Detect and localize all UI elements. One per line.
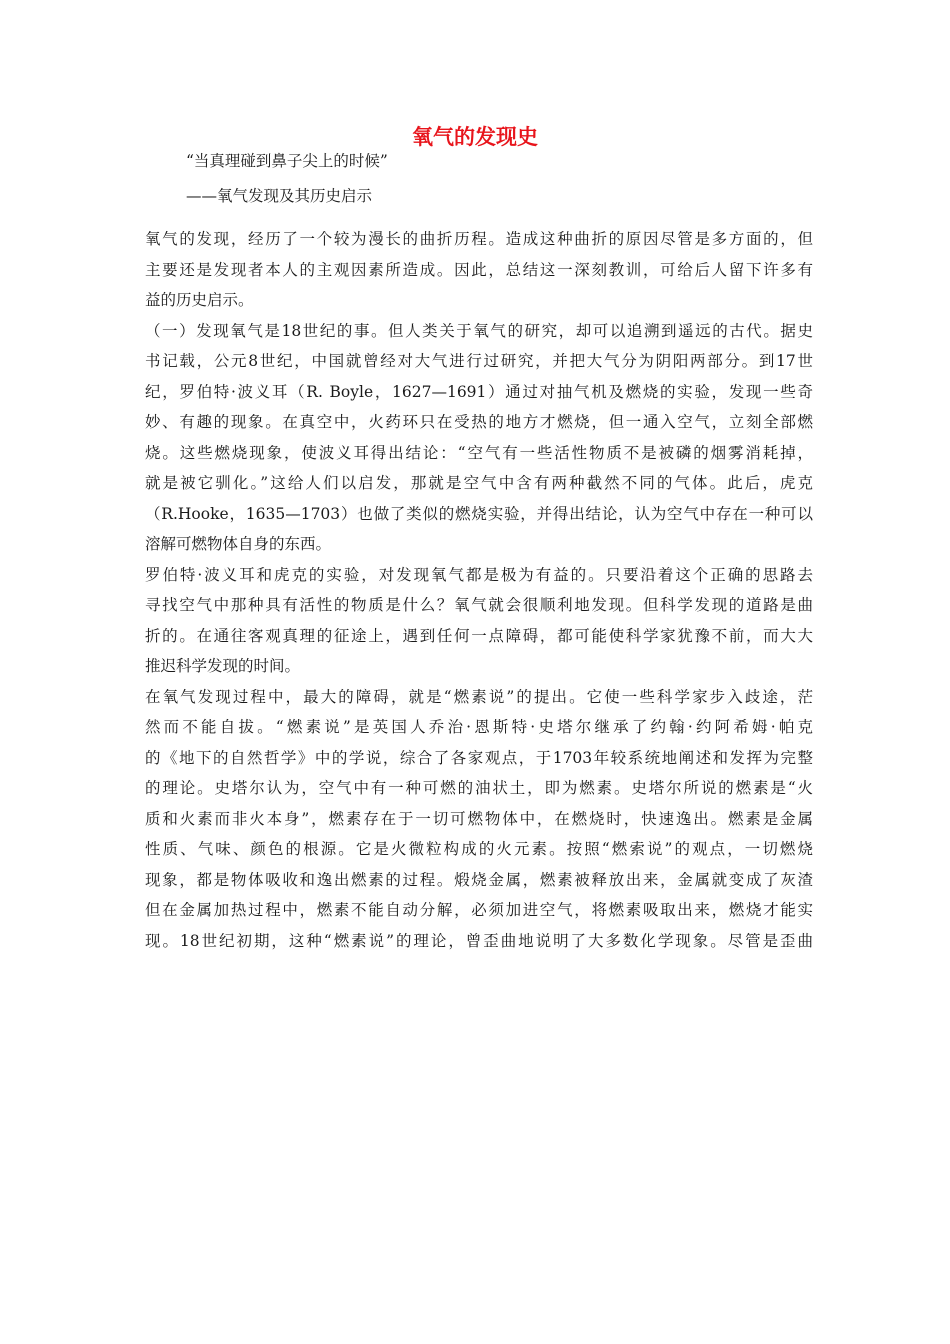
paragraph-line: 主要还是发现者本人的主观因素所造成。因此，总结这一深刻教训，可给后人留下许多有: [145, 260, 813, 279]
paragraph-line: 现象，都是物体吸收和逸出燃素的过程。煅烧金属，燃素被释放出来，金属就变成了灰渣: [145, 870, 813, 889]
subtitle-quote: “当真理碰到鼻子尖上的时候”: [186, 152, 388, 170]
document-body: [145, 224, 813, 956]
paragraph-line: 推迟科学发现的时间。: [145, 657, 301, 675]
paragraph-line: 氧气的发现，经历了一个较为漫长的曲折历程。造成这种曲折的原因尽管是多方面的，但: [145, 230, 813, 248]
paragraph-line: 但在金属加热过程中，燃素不能自动分解，必须加进空气，将燃素吸取出来，燃烧才能实: [145, 901, 813, 919]
paragraph-line: 纪，罗伯特·波义耳（R. Boyle，1627—1691）通过对抽气机及燃烧的实验，发现一些奇: [145, 382, 813, 401]
paragraph: [145, 224, 813, 316]
document-title: 氧气的发现史: [412, 125, 538, 149]
paragraph: [145, 560, 813, 682]
paragraph-line: 溶解可燃物体自身的东西。: [145, 535, 332, 553]
paragraph-line: （一）发现氧气是18世纪的事。但人类关于氧气的研究，却可以追溯到遥远的古代。据史: [145, 321, 813, 340]
paragraph-line: （R.Hooke，1635—1703）也做了类似的燃烧实验，并得出结论，认为空气中存在一种可以: [145, 504, 813, 523]
paragraph-line: 质和火素而非火本身”，燃素存在于一切可燃物体中，在燃烧时，快速逸出。燃素是金属: [145, 809, 813, 828]
paragraph: [145, 316, 813, 560]
paragraph-line: 性质、气味、颜色的根源。它是火微粒构成的火元素。按照“燃索说”的观点，一切燃烧: [145, 840, 813, 858]
subtitle-topic: ——氧气发现及其历史启示: [186, 187, 373, 205]
paragraph-line: 就是被它驯化。”这给人们以启发，那就是空气中含有两种截然不同的气体。此后，虎克: [145, 474, 813, 492]
paragraph-line: 然而不能自拔。“燃素说”是英国人乔治·恩斯特·史塔尔继承了约翰·约阿希姆·帕克: [145, 718, 813, 736]
paragraph-line: 书记载，公元8世纪，中国就曾经对大气进行过研究，并把大气分为阴阳两部分。到17世: [145, 352, 813, 370]
paragraph: [145, 682, 813, 957]
paragraph-line: 的理论。史塔尔认为，空气中有一种可燃的油状土，即为燃素。史塔尔所说的燃素是“火: [145, 779, 813, 797]
paragraph-line: 益的历史启示。: [145, 291, 254, 309]
paragraph-line: 寻找空气中那种具有活性的物质是什么？氧气就会很顺利地发现。但科学发现的道路是曲: [145, 596, 813, 614]
paragraph-line: 现。18世纪初期，这种“燃素说”的理论，曾歪曲地说明了大多数化学现象。尽管是歪曲: [145, 931, 813, 950]
paragraph-line: 罗伯特·波义耳和虎克的实验，对发现氧气都是极为有益的。只要沿着这个正确的思路去: [145, 565, 813, 584]
paragraph-line: 的《地下的自然哲学》中的学说，综合了各家观点，于1703年较系统地阐述和发挥为完整: [145, 748, 813, 767]
paragraph-line: 烧。这些燃烧现象，使波义耳得出结论：“空气有一些活性物质不是被磷的烟雾消耗掉，: [145, 443, 813, 462]
paragraph-line: 妙、有趣的现象。在真空中，火药环只在受热的地方才燃烧，但一通入空气，立刻全部燃: [145, 413, 813, 431]
paragraph-line: 折的。在通往客观真理的征途上，遇到任何一点障碍，都可能使科学家犹豫不前，而大大: [145, 626, 813, 645]
paragraph-line: 在氧气发现过程中，最大的障碍，就是“燃素说”的提出。它使一些科学家步入歧途，茫: [145, 687, 813, 706]
